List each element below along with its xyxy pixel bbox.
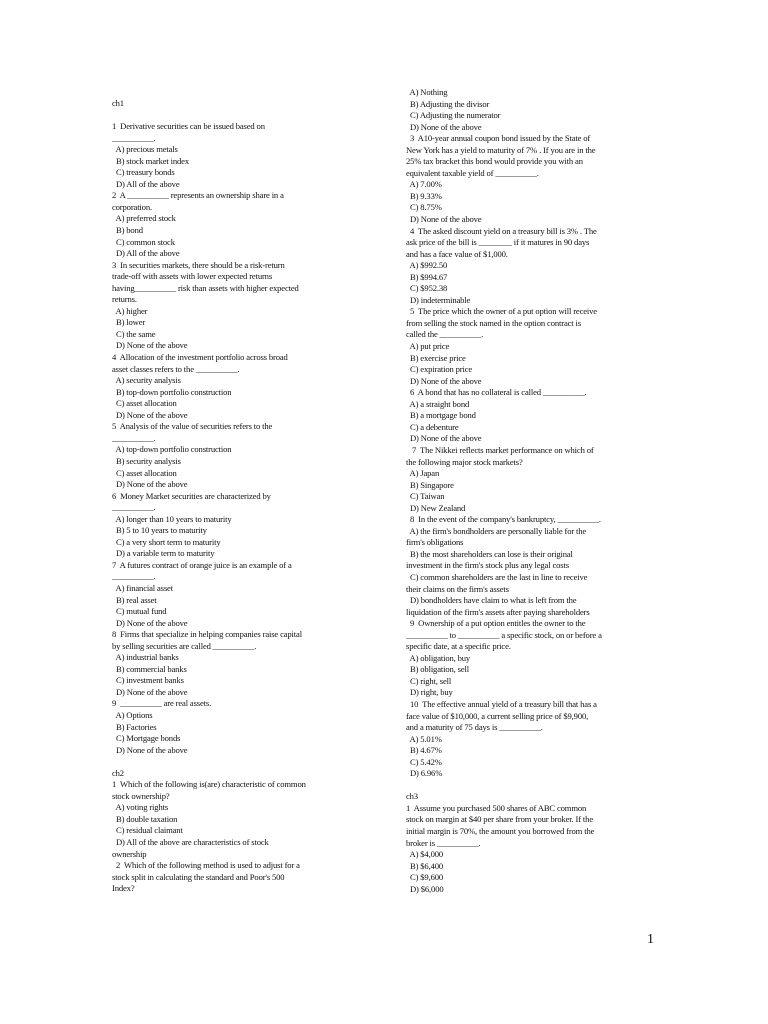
text-line: 1 Assume you purchased 500 shares of ABC common [406, 802, 587, 813]
text-line: D) None of the above [112, 744, 188, 755]
text-line: liquidation of the firm's assets after paying shareholders [406, 606, 590, 617]
text-line: D) None of the above [112, 617, 188, 628]
text-line: investment in the firm's stock plus any legal costs [406, 560, 569, 571]
text-line: B) bond [112, 225, 143, 236]
text-line: B) obligation, sell [406, 664, 469, 675]
text-line: C) 8.75% [406, 202, 442, 213]
text-line: B) commercial banks [112, 663, 187, 674]
text-line: 1 Derivative securities can be issued based on [112, 121, 265, 132]
text-line: C) $9,600 [406, 872, 444, 883]
text-line: B) security analysis [112, 455, 181, 466]
text-line: 5 The price which the owner of a put option will receive [406, 306, 597, 317]
text-line: B) lower [112, 317, 146, 328]
text-line: D) None of the above [406, 121, 482, 132]
text-line: A) the firm's bondholders are personally liable for the [406, 525, 587, 536]
text-line: B) Singapore [406, 479, 454, 490]
text-line: C) Adjusting the numerator [406, 110, 501, 121]
text-line: corporation. [112, 201, 152, 212]
text-line: C) the same [112, 328, 156, 339]
text-line: A) Japan [406, 468, 440, 479]
text-line: ask price of the bill is ________ if it matures in 90 days [406, 237, 590, 248]
text-line: Index? [112, 883, 135, 894]
text-line: A) higher [112, 305, 148, 316]
text-line: B) top-down portfolio construction [112, 386, 232, 397]
text-line: B) double taxation [112, 813, 178, 824]
text-line: initial margin is 70%, the amount you borrowed from the [406, 826, 595, 836]
text-line: asset classes refers to the __________. [112, 363, 240, 374]
text-line: B) 9.33% [406, 190, 442, 201]
text-line: D) None of the above [406, 433, 482, 444]
text-line: ch2 [112, 767, 124, 778]
text-line: 5 Analysis of the value of securities refers to the [112, 421, 273, 432]
text-line: __________. [112, 502, 156, 513]
text-line: trade-off with assets with lower expected returns [112, 271, 273, 282]
text-line: 25% tax bracket this bond would provide you with an [406, 156, 583, 167]
text-line: D) None of the above [112, 686, 188, 697]
text-line: D) $6,000 [406, 883, 444, 894]
text-line: specific date, at a specific price. [406, 641, 511, 652]
text-line: B) real asset [112, 594, 157, 605]
text-line: returns. [112, 294, 137, 305]
text-line: 10 The effective annual yield of a treasury bill that has a [406, 698, 597, 709]
text-line: __________. [112, 432, 156, 443]
text-line: equivalent taxable yield of __________. [406, 167, 539, 178]
text-line: New York has a yield to maturity of 7% . If you are in the [406, 144, 596, 155]
text-line: A) obligation, buy [406, 652, 471, 663]
text-line: ch3 [406, 791, 418, 802]
text-line: C) expiration price [406, 364, 473, 375]
text-line: 1 Which of the following is(are) characteristic of common [112, 779, 306, 790]
text-line: C) $952.38 [406, 283, 448, 294]
text-line: C) common stock [112, 236, 175, 247]
text-line: 7 The Nikkei reflects market performance on which of [406, 444, 594, 455]
text-line: D) a variable term to maturity [112, 548, 215, 559]
text-line: C) a very short term to maturity [112, 536, 221, 547]
text-line: B) the most shareholders can lose is their original [406, 548, 573, 559]
text-line: 2 A __________ represents an ownership share in a [112, 190, 284, 201]
text-line: A) Options [112, 709, 153, 720]
text-line: C) residual claimant [112, 825, 183, 836]
text-line: B) a mortgage bond [406, 410, 476, 421]
text-line: B) stock market index [112, 155, 189, 166]
blank-line [406, 780, 658, 792]
text-line: B) $6,400 [406, 860, 444, 871]
text-line: firm's obligations [406, 537, 464, 548]
text-line: B) 5 to 10 years to maturity [112, 525, 207, 536]
text-line: C) Mortgage bonds [112, 733, 181, 744]
text-line: D) None of the above [112, 479, 188, 490]
text-line: B) Factories [112, 721, 157, 732]
text-line: and has a face value of $1,000. [406, 248, 508, 259]
text-line: D) indeterminable [406, 294, 471, 305]
text-line: C) mutual fund [112, 606, 167, 617]
text-line: stock ownership? [112, 790, 170, 801]
text-line: face value of $10,000, a current selling price of $9,900, [406, 710, 589, 721]
text-line: B) 4.67% [406, 745, 442, 756]
text-line: D) New Zealand [406, 502, 466, 513]
text-line: 3 In securities markets, there should be a risk-return [112, 259, 285, 270]
text-line: A) top-down portfolio construction [112, 444, 232, 455]
text-line: D) 6.96% [406, 768, 443, 779]
text-line: by selling securities are called __________. [112, 640, 257, 651]
text-line: C) 5.42% [406, 756, 442, 767]
text-line: B) Adjusting the divisor [406, 98, 490, 109]
text-line: their claims on the firm's assets [406, 583, 509, 594]
text-line: __________ to __________ a specific stock, on or before a [406, 629, 602, 640]
text-line: 6 Money Market securities are characterized by [112, 490, 271, 501]
text-line: D) None of the above [406, 375, 482, 386]
text-line: 3 A10-year annual coupon bond issued by the State of [406, 133, 591, 144]
text-line: C) asset allocation [112, 467, 177, 478]
text-line: D) right, buy [406, 687, 453, 698]
text-line: 8 Firms that specialize in helping companies raise capital [112, 629, 302, 640]
text-line: D) All of the above are characteristics of stock [112, 837, 269, 847]
text-line: C) common shareholders are the last in line to receive [406, 571, 588, 582]
left-column [112, 98, 368, 895]
text-line: B) $994.67 [406, 271, 448, 282]
text-line: A) 5.01% [406, 733, 442, 744]
text-line: having__________ risk than assets with higher expected [112, 282, 299, 293]
text-line: B) exercise price [406, 352, 466, 363]
text-line: A) 7.00% [406, 179, 442, 190]
right-column [406, 87, 658, 895]
text-line: C) a debenture [406, 421, 459, 432]
text-line: D) None of the above [112, 409, 188, 420]
text-line: called the __________. [406, 329, 484, 340]
text-line: C) treasury bonds [112, 167, 175, 178]
text-line: A) preferred stock [112, 213, 176, 224]
text-line: stock split in calculating the standard and Poor's 500 [112, 871, 285, 882]
text-line: A) precious metals [112, 144, 178, 155]
text-line: D) None of the above [406, 214, 482, 225]
text-line: A) a straight bond [406, 398, 470, 409]
text-line: 2 Which of the following method is used to adjust for a [112, 860, 300, 871]
text-line: A) financial asset [112, 582, 173, 593]
text-line: 4 The asked discount yield on a treasury bill is 3% . The [406, 225, 597, 236]
text-line: ch1 [112, 98, 124, 108]
text-line: 9 __________ are real assets. [112, 698, 212, 709]
text-line: D) All of the above [112, 178, 180, 189]
text-line: stock on margin at $40 per share from your broker. If the [406, 814, 593, 825]
text-line: A) $992.50 [406, 260, 448, 271]
blank-line [112, 756, 368, 768]
text-line: ownership [112, 848, 147, 859]
text-line: A) put price [406, 341, 450, 352]
text-line: D) None of the above [112, 340, 188, 351]
text-line: 6 A bond that has no collateral is called __________. [406, 387, 587, 398]
text-line: __________. [112, 132, 156, 143]
blank-line [112, 110, 368, 122]
text-line: C) asset allocation [112, 398, 177, 409]
text-line: the following major stock markets? [406, 456, 523, 467]
text-line: 9 Ownership of a put option entitles the owner to the [406, 618, 586, 629]
text-line: and a maturity of 75 days is __________. [406, 722, 543, 733]
text-line: D) bondholders have claim to what is left from the [406, 595, 577, 606]
text-line: A) longer than 10 years to maturity [112, 513, 232, 524]
text-line: C) investment banks [112, 675, 184, 686]
text-line: A) Nothing [406, 87, 448, 97]
text-line: A) security analysis [112, 375, 181, 386]
text-line: 4 Allocation of the investment portfolio across broad [112, 352, 288, 363]
text-line: broker is __________. [406, 837, 481, 848]
text-line: 7 A futures contract of orange juice is an example of a [112, 559, 292, 570]
text-line: __________. [112, 571, 156, 582]
text-line: 8 In the event of the company's bankruptcy, __________. [406, 514, 601, 525]
page-number: 1 [647, 932, 654, 947]
text-line: D) All of the above [112, 248, 180, 259]
text-line: A) industrial banks [112, 652, 179, 663]
text-line: A) voting rights [112, 802, 169, 813]
text-line: from selling the stock named in the option contract is [406, 317, 581, 328]
text-line: A) $4,000 [406, 849, 444, 860]
text-line: C) right, sell [406, 675, 452, 686]
text-line: C) Taiwan [406, 491, 445, 502]
